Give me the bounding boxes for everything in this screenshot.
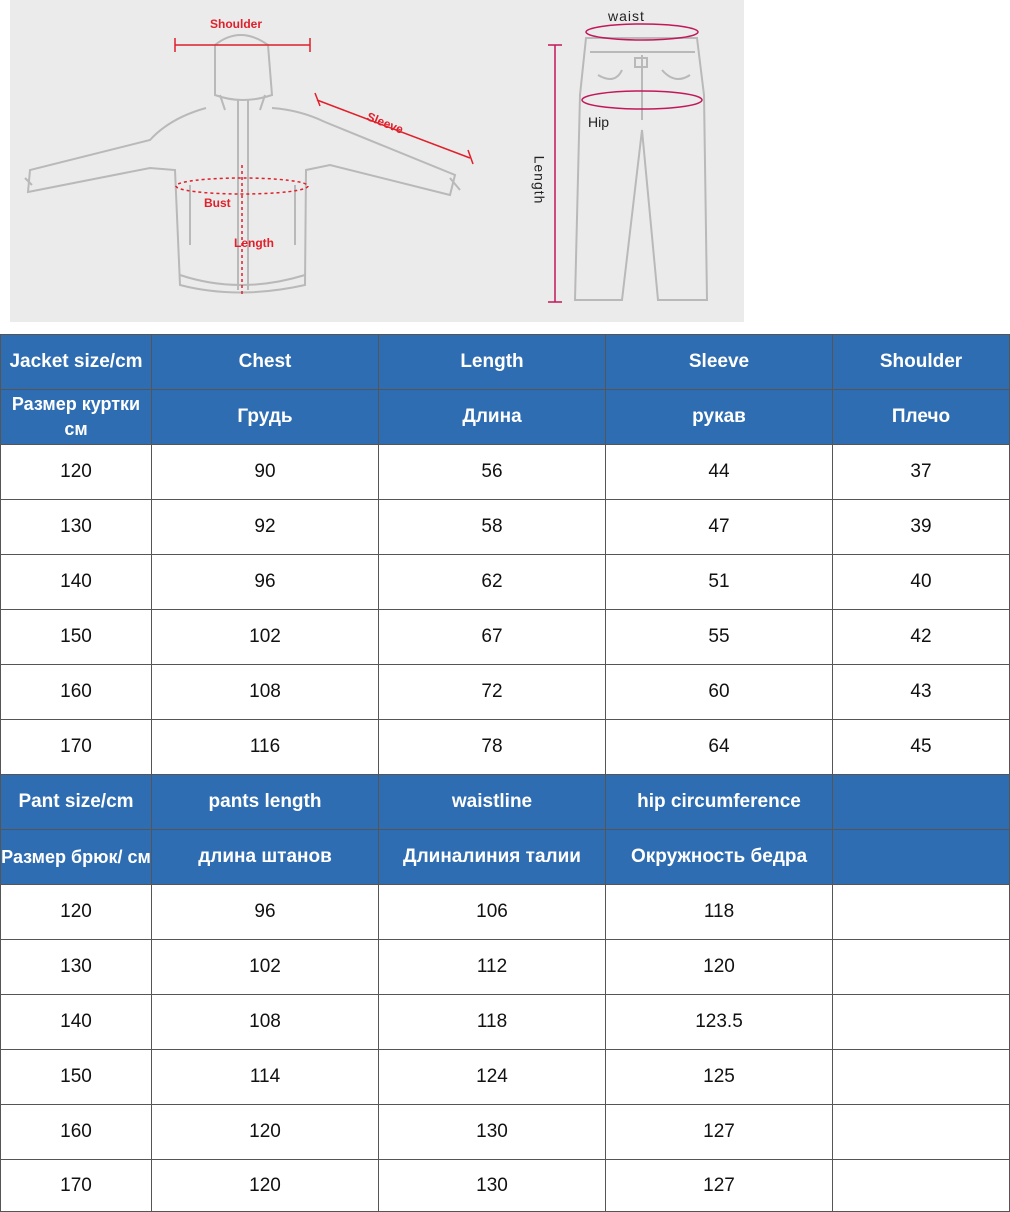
table-cell: 42 — [833, 610, 1010, 665]
table-cell: 170 — [1, 1160, 152, 1212]
table-cell: 120 — [1, 445, 152, 500]
table-row — [1, 720, 1010, 775]
table-cell — [833, 1050, 1010, 1105]
table-cell: 170 — [1, 720, 152, 775]
pants-drawing — [575, 38, 707, 300]
table-cell — [833, 995, 1010, 1050]
table-cell: 123.5 — [606, 995, 833, 1050]
jacket-header-ru — [1, 390, 1010, 445]
header-cell: Chest — [152, 335, 379, 390]
size-illustration — [10, 0, 744, 322]
header-cell: Pant size/cm — [1, 775, 152, 830]
shoulder-label: Shoulder — [210, 17, 263, 31]
table-cell: 64 — [606, 720, 833, 775]
table-row — [1, 1105, 1010, 1160]
table-cell: 45 — [833, 720, 1010, 775]
table-cell: 125 — [606, 1050, 833, 1105]
table-cell: 90 — [152, 445, 379, 500]
table-cell: 160 — [1, 1105, 152, 1160]
table-cell: 160 — [1, 665, 152, 720]
table-cell: 78 — [379, 720, 606, 775]
table-cell: 67 — [379, 610, 606, 665]
bust-label: Bust — [204, 196, 231, 210]
header-cell — [833, 830, 1010, 885]
table-cell — [833, 1160, 1010, 1212]
table-cell: 140 — [1, 555, 152, 610]
table-cell: 130 — [379, 1160, 606, 1212]
header-cell: Length — [379, 335, 606, 390]
table-cell: 108 — [152, 995, 379, 1050]
table-cell: 112 — [379, 940, 606, 995]
table-row — [1, 885, 1010, 940]
header-cell: Окружность бедра — [606, 830, 833, 885]
garment-diagram — [10, 0, 744, 322]
header-cell: Размер куртки см — [1, 390, 152, 445]
table-cell: 130 — [379, 1105, 606, 1160]
table-cell: 51 — [606, 555, 833, 610]
table-cell: 56 — [379, 445, 606, 500]
header-cell: Длина — [379, 390, 606, 445]
header-cell: Грудь — [152, 390, 379, 445]
header-cell: Shoulder — [833, 335, 1010, 390]
table-cell: 62 — [379, 555, 606, 610]
table-cell: 114 — [152, 1050, 379, 1105]
table-cell: 124 — [379, 1050, 606, 1105]
header-cell: Плечо — [833, 390, 1010, 445]
table-cell: 130 — [1, 940, 152, 995]
table-cell — [833, 940, 1010, 995]
table-cell: 39 — [833, 500, 1010, 555]
table-cell: 96 — [152, 885, 379, 940]
header-cell: waistline — [379, 775, 606, 830]
table-cell: 116 — [152, 720, 379, 775]
table-cell — [833, 1105, 1010, 1160]
table-cell: 118 — [379, 995, 606, 1050]
size-table — [0, 334, 1010, 1212]
hip-label: Hip — [588, 114, 610, 130]
pants-header-en — [1, 775, 1010, 830]
table-cell: 127 — [606, 1160, 833, 1212]
header-cell: Размер брюк/ см — [1, 830, 152, 885]
table-cell: 55 — [606, 610, 833, 665]
header-cell: рукав — [606, 390, 833, 445]
table-cell: 150 — [1, 610, 152, 665]
table-cell: 40 — [833, 555, 1010, 610]
table-cell: 47 — [606, 500, 833, 555]
table-cell: 140 — [1, 995, 152, 1050]
table-cell: 118 — [606, 885, 833, 940]
table-cell: 150 — [1, 1050, 152, 1105]
header-cell: длина штанов — [152, 830, 379, 885]
table-row — [1, 1050, 1010, 1105]
header-cell: Длиналиния талии — [379, 830, 606, 885]
header-cell: Jacket size/cm — [1, 335, 152, 390]
table-cell: 102 — [152, 940, 379, 995]
table-cell: 120 — [152, 1105, 379, 1160]
table-cell: 127 — [606, 1105, 833, 1160]
table-cell: 72 — [379, 665, 606, 720]
sleeve-label: Sleeve — [364, 109, 406, 137]
jacket-length-label: Length — [234, 236, 274, 250]
pants-header-ru — [1, 830, 1010, 885]
table-cell: 102 — [152, 610, 379, 665]
table-cell: 44 — [606, 445, 833, 500]
table-cell: 106 — [379, 885, 606, 940]
jacket-header-en — [1, 335, 1010, 390]
table-row — [1, 500, 1010, 555]
table-cell: 120 — [152, 1160, 379, 1212]
header-cell: hip circumference — [606, 775, 833, 830]
header-cell: pants length — [152, 775, 379, 830]
table-row — [1, 555, 1010, 610]
table-row — [1, 610, 1010, 665]
table-row — [1, 995, 1010, 1050]
table-cell: 37 — [833, 445, 1010, 500]
table-cell: 58 — [379, 500, 606, 555]
table-cell: 120 — [606, 940, 833, 995]
table-cell — [833, 885, 1010, 940]
table-row — [1, 445, 1010, 500]
table-cell: 120 — [1, 885, 152, 940]
table-cell: 43 — [833, 665, 1010, 720]
table-cell: 96 — [152, 555, 379, 610]
waist-label: waist — [608, 8, 645, 24]
jacket-drawing — [25, 35, 460, 293]
header-cell — [833, 775, 1010, 830]
table-cell: 60 — [606, 665, 833, 720]
pants-length-label: Length — [531, 155, 548, 205]
table-row — [1, 940, 1010, 995]
table-cell: 92 — [152, 500, 379, 555]
table-cell: 130 — [1, 500, 152, 555]
table-row — [1, 1160, 1010, 1212]
table-cell: 108 — [152, 665, 379, 720]
table-row — [1, 665, 1010, 720]
header-cell: Sleeve — [606, 335, 833, 390]
